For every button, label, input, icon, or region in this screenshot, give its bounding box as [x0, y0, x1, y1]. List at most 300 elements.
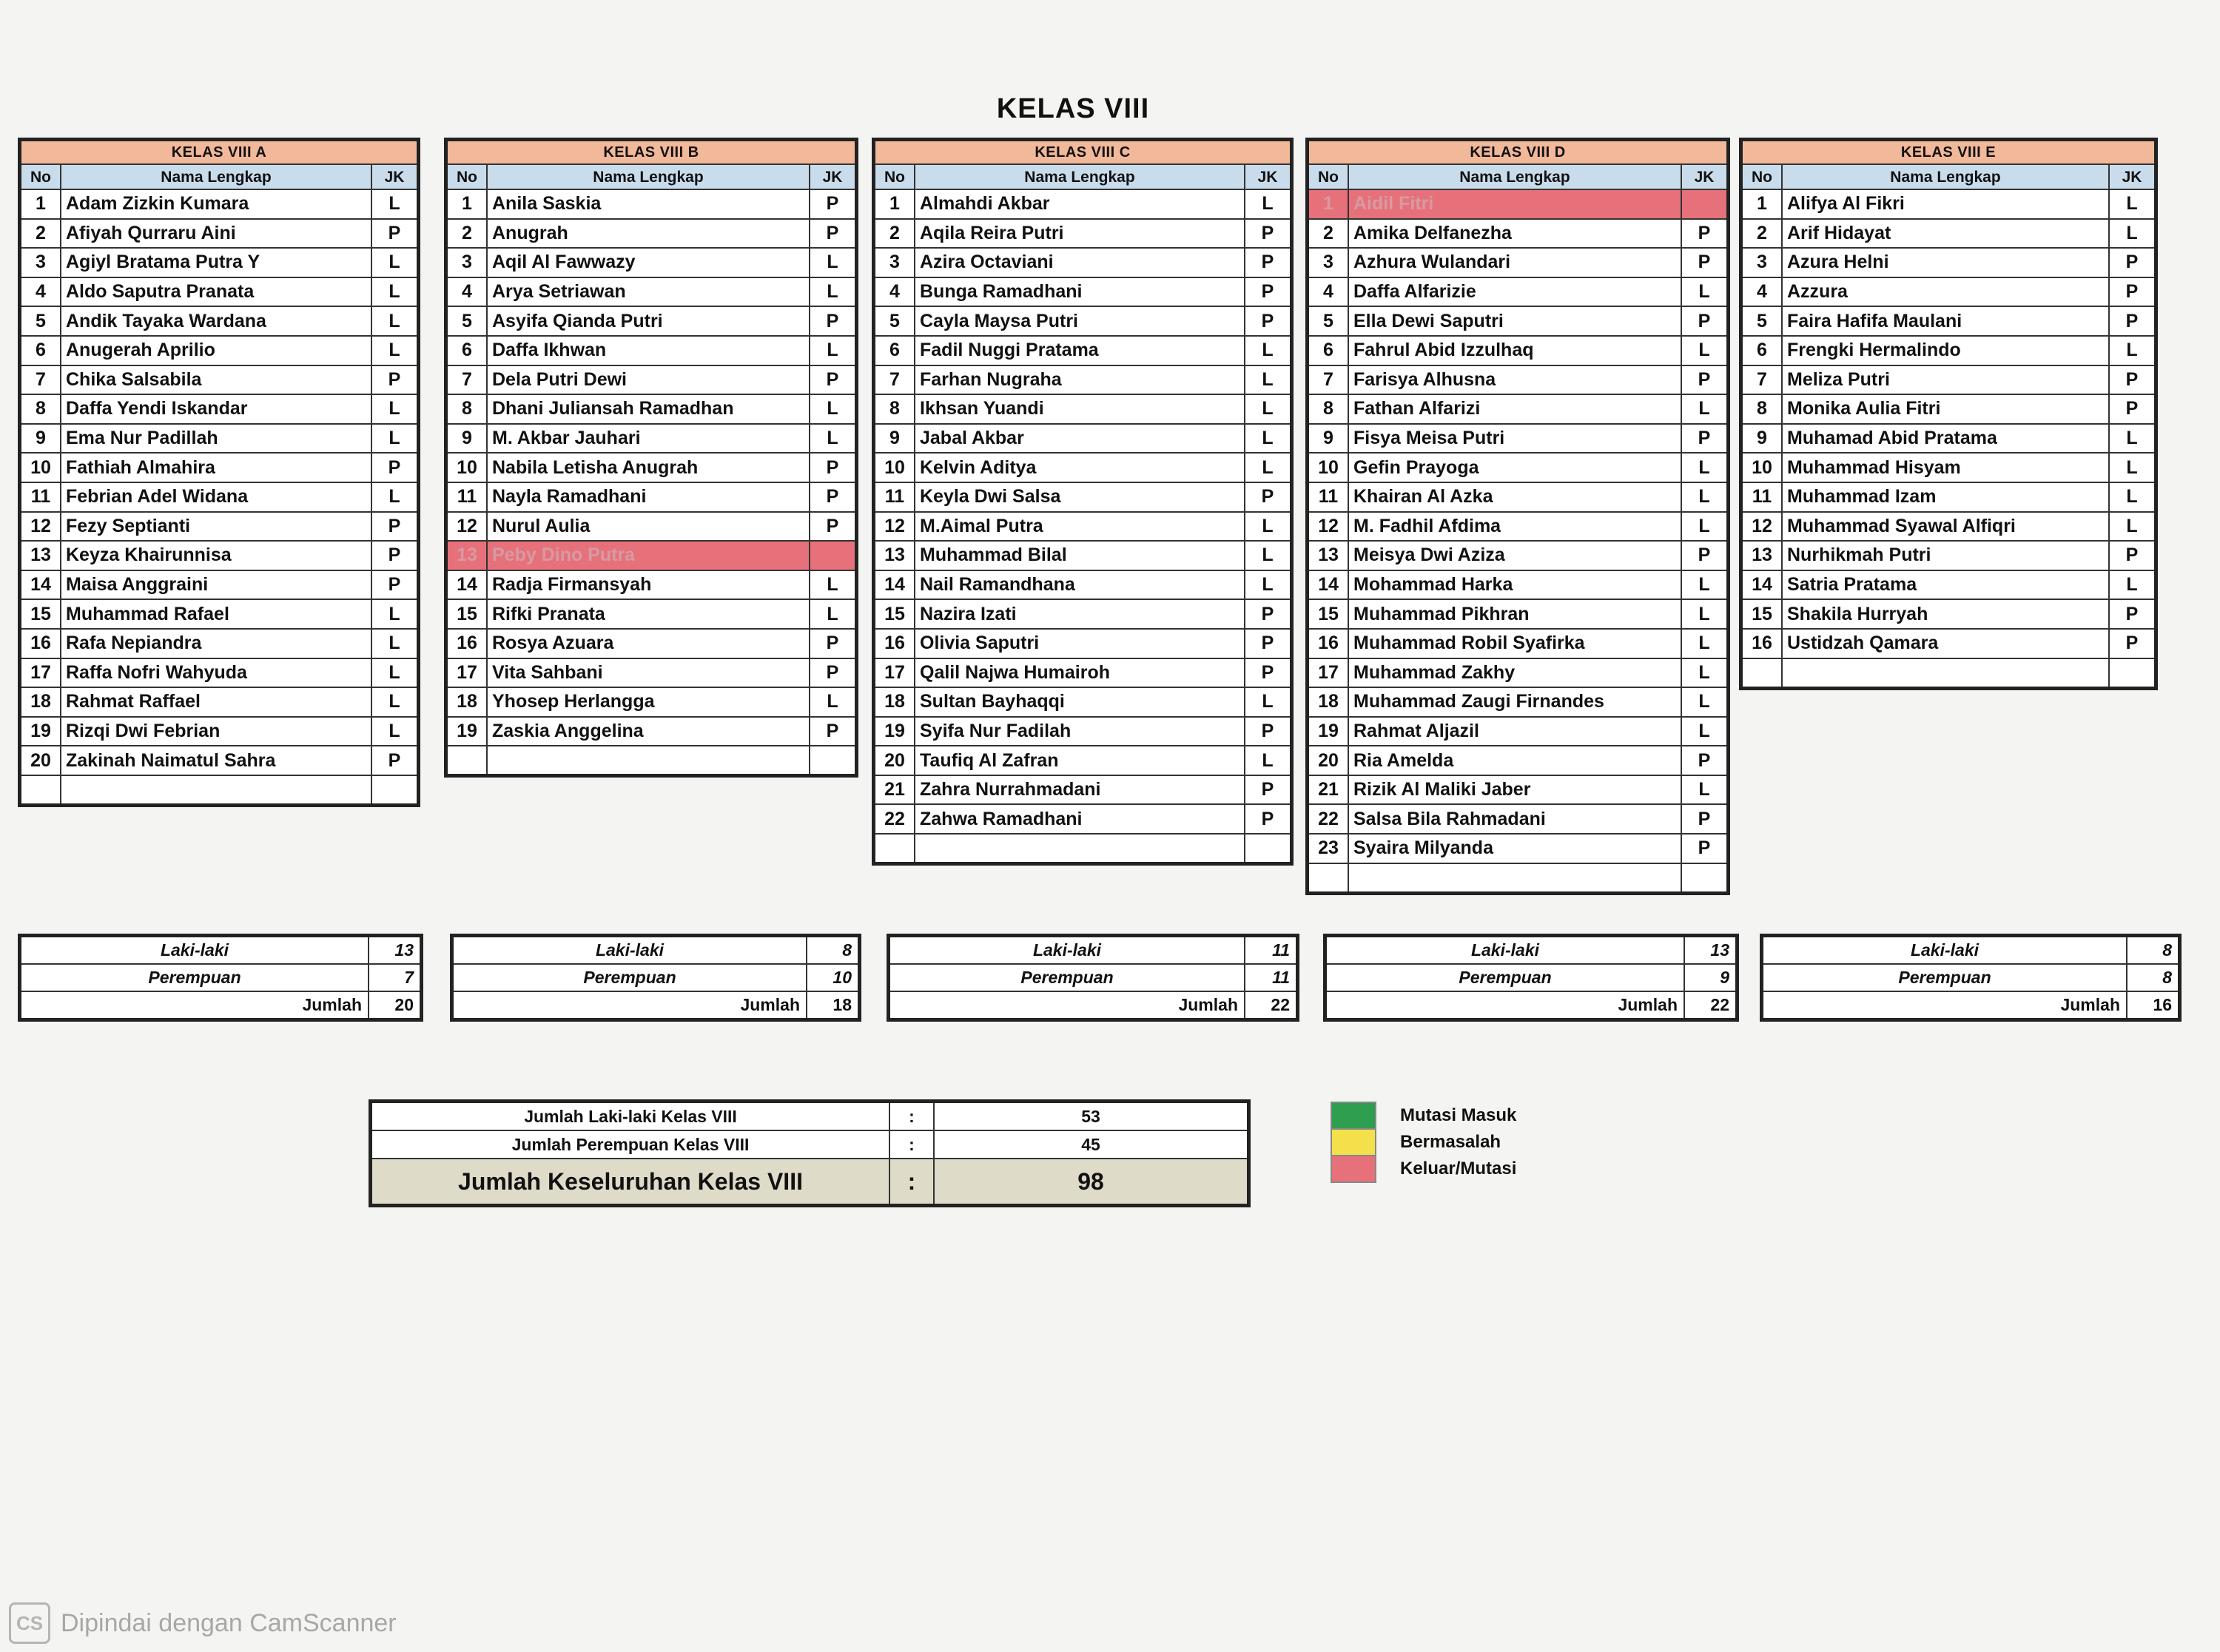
student-gender: P	[2109, 306, 2156, 336]
summary-perempuan-value: 7	[369, 964, 422, 991]
table-row	[1741, 248, 2156, 277]
student-no: 2	[446, 219, 488, 249]
student-no: 14	[874, 570, 915, 600]
student-no: 1	[874, 189, 915, 219]
student-name: Rosya Azuara	[487, 629, 810, 658]
student-gender: L	[810, 277, 857, 307]
table-row	[20, 248, 419, 277]
class-title: KELAS VIII E	[1741, 140, 2156, 165]
student-no: 11	[1741, 482, 1783, 512]
student-no: 21	[874, 775, 915, 805]
student-name: Fathiah Almahira	[61, 453, 371, 482]
student-name: Nayla Ramadhani	[487, 482, 810, 512]
student-gender: L	[1681, 629, 1729, 658]
student-name: Taufiq Al Zafran	[915, 746, 1245, 775]
student-no: 17	[20, 658, 61, 688]
table-row	[874, 570, 1292, 600]
table-row	[1308, 717, 1729, 746]
table-row	[20, 570, 419, 600]
student-no: 7	[446, 365, 488, 395]
student-name: Zakinah Naimatul Sahra	[61, 746, 371, 775]
legend-label: Mutasi Masuk	[1400, 1105, 1517, 1125]
table-row	[446, 189, 857, 219]
student-name: Zaskia Anggelina	[487, 717, 810, 746]
table-row	[446, 512, 857, 542]
total-laki-row	[371, 1102, 1249, 1131]
student-gender: L	[371, 336, 419, 365]
table-row	[20, 306, 419, 336]
class-summary-b	[450, 934, 861, 1022]
student-gender: L	[810, 394, 857, 424]
student-name: Fadil Nuggi Pratama	[915, 336, 1245, 365]
student-no: 5	[874, 306, 915, 336]
student-gender: L	[1681, 599, 1729, 629]
student-name: Ria Amelda	[1348, 746, 1681, 775]
table-row	[1741, 599, 2156, 629]
student-name: Keyza Khairunnisa	[61, 541, 371, 570]
table-row	[446, 629, 857, 658]
student-no: 3	[20, 248, 61, 277]
table-row	[1308, 629, 1729, 658]
empty-cell	[20, 775, 61, 806]
student-gender: P	[1681, 306, 1729, 336]
student-name: Nabila Letisha Anugrah	[487, 453, 810, 482]
student-no: 19	[446, 717, 488, 746]
student-no: 12	[1741, 512, 1783, 542]
student-gender: P	[2109, 541, 2156, 570]
student-name: Anugrah	[487, 219, 810, 249]
student-gender: L	[371, 599, 419, 629]
student-gender: L	[1681, 336, 1729, 365]
student-gender: L	[1245, 394, 1292, 424]
empty-cell	[810, 746, 857, 776]
student-gender: P	[810, 717, 857, 746]
table-row	[20, 687, 419, 717]
table-row	[874, 717, 1292, 746]
student-gender: P	[810, 365, 857, 395]
student-name: Almahdi Akbar	[915, 189, 1245, 219]
student-name: Muhammad Syawal Alfiqri	[1782, 512, 2109, 542]
camscanner-logo-icon: CS	[9, 1602, 50, 1644]
student-no: 6	[446, 336, 488, 365]
student-gender	[810, 541, 857, 570]
table-row	[1308, 219, 1729, 249]
student-name: Meliza Putri	[1782, 365, 2109, 395]
student-gender: P	[1681, 424, 1729, 454]
student-no: 7	[20, 365, 61, 395]
table-row	[20, 629, 419, 658]
student-no: 8	[1741, 394, 1783, 424]
student-gender: L	[810, 248, 857, 277]
student-no: 6	[874, 336, 915, 365]
student-gender: L	[2109, 189, 2156, 219]
student-no: 3	[874, 248, 915, 277]
student-no: 16	[874, 629, 915, 658]
student-gender: L	[1245, 453, 1292, 482]
summary-perempuan-label: Perempuan	[20, 964, 369, 991]
table-row	[874, 687, 1292, 717]
student-gender: L	[1245, 189, 1292, 219]
column-header-no: No	[1308, 164, 1349, 189]
student-gender: P	[1245, 306, 1292, 336]
student-name: Shakila Hurryah	[1782, 599, 2109, 629]
student-name: Fezy Septianti	[61, 512, 371, 542]
table-row	[446, 599, 857, 629]
student-gender: P	[1681, 834, 1729, 863]
summary-laki-label: Laki-laki	[889, 936, 1245, 965]
summary-perempuan-value: 8	[2127, 964, 2180, 991]
student-no: 12	[1308, 512, 1349, 542]
table-row	[874, 482, 1292, 512]
table-row	[1741, 306, 2156, 336]
table-row	[446, 424, 857, 454]
student-gender: P	[810, 658, 857, 688]
student-no: 14	[1308, 570, 1349, 600]
empty-row	[874, 834, 1292, 864]
student-gender: L	[371, 189, 419, 219]
table-row	[20, 658, 419, 688]
table-row	[1741, 189, 2156, 219]
empty-cell	[1308, 863, 1349, 894]
table-row	[1741, 512, 2156, 542]
student-no: 20	[874, 746, 915, 775]
table-row	[1308, 599, 1729, 629]
table-row	[1741, 219, 2156, 249]
table-row	[20, 424, 419, 454]
table-row	[446, 306, 857, 336]
student-no: 7	[1741, 365, 1783, 395]
student-gender: P	[1245, 804, 1292, 834]
student-no: 13	[874, 541, 915, 570]
student-no: 14	[20, 570, 61, 600]
student-gender: L	[810, 687, 857, 717]
summary-perempuan-value: 9	[1684, 964, 1738, 991]
summary-laki-label: Laki-laki	[1325, 936, 1685, 965]
student-gender: L	[2109, 570, 2156, 600]
table-row	[446, 394, 857, 424]
table-row	[1308, 687, 1729, 717]
student-no: 5	[1308, 306, 1349, 336]
column-header-name: Nama Lengkap	[1782, 164, 2109, 189]
student-no: 3	[1308, 248, 1349, 277]
colon: :	[889, 1130, 934, 1159]
student-gender: L	[2109, 512, 2156, 542]
table-row	[874, 394, 1292, 424]
student-no: 12	[446, 512, 488, 542]
student-no: 8	[20, 394, 61, 424]
student-gender: L	[1245, 570, 1292, 600]
table-row	[874, 277, 1292, 307]
table-row	[1308, 775, 1729, 805]
summary-laki-value: 13	[369, 936, 422, 965]
table-row	[874, 512, 1292, 542]
student-name: Olivia Saputri	[915, 629, 1245, 658]
student-gender: P	[1681, 219, 1729, 249]
student-no: 14	[446, 570, 488, 600]
student-name: Muhammad Hisyam	[1782, 453, 2109, 482]
student-name: Mohammad Harka	[1348, 570, 1681, 600]
student-no: 15	[1308, 599, 1349, 629]
student-no: 11	[874, 482, 915, 512]
summary-jumlah-label: Jumlah	[889, 991, 1245, 1020]
table-row	[1741, 277, 2156, 307]
student-no: 16	[1741, 629, 1783, 658]
table-row	[446, 541, 857, 570]
student-name: Muhammad Pikhran	[1348, 599, 1681, 629]
summary-perempuan-label: Perempuan	[1762, 964, 2128, 991]
table-row	[20, 365, 419, 395]
student-gender: L	[2109, 219, 2156, 249]
table-row	[20, 336, 419, 365]
class-summary-c	[887, 934, 1299, 1022]
student-gender: P	[2109, 629, 2156, 658]
table-row	[446, 277, 857, 307]
student-name: Muhammad Bilal	[915, 541, 1245, 570]
student-name: Asyifa Qianda Putri	[487, 306, 810, 336]
table-row	[1308, 482, 1729, 512]
empty-cell	[1782, 658, 2109, 689]
student-name: Azzura	[1782, 277, 2109, 307]
student-no: 7	[874, 365, 915, 395]
student-gender: L	[1245, 687, 1292, 717]
table-row	[446, 365, 857, 395]
student-no: 23	[1308, 834, 1349, 863]
student-no: 9	[20, 424, 61, 454]
student-name: Syifa Nur Fadilah	[915, 717, 1245, 746]
student-gender: L	[810, 599, 857, 629]
table-row	[20, 512, 419, 542]
student-name: M. Fadhil Afdima	[1348, 512, 1681, 542]
student-name: M.Aimal Putra	[915, 512, 1245, 542]
student-no: 16	[446, 629, 488, 658]
student-no: 15	[446, 599, 488, 629]
student-name: Salsa Bila Rahmadani	[1348, 804, 1681, 834]
student-gender: L	[1681, 453, 1729, 482]
total-perempuan-label: Jumlah Perempuan Kelas VIII	[371, 1130, 890, 1159]
student-gender: P	[1245, 658, 1292, 688]
student-name: Azhura Wulandari	[1348, 248, 1681, 277]
class-table-c	[872, 138, 1294, 866]
student-name: Aidil Fitri	[1348, 189, 1681, 219]
student-no: 6	[1741, 336, 1783, 365]
student-no: 1	[446, 189, 488, 219]
student-no: 5	[20, 306, 61, 336]
student-name: Muhammad Robil Syafirka	[1348, 629, 1681, 658]
class-summary-d	[1323, 934, 1739, 1022]
student-name: Radja Firmansyah	[487, 570, 810, 600]
column-header-no: No	[446, 164, 488, 189]
legend-label: Keluar/Mutasi	[1400, 1159, 1517, 1179]
student-no: 3	[446, 248, 488, 277]
class-title: KELAS VIII C	[874, 140, 1292, 165]
class-summary-e	[1760, 934, 2182, 1022]
table-row	[874, 804, 1292, 834]
table-row	[874, 424, 1292, 454]
student-gender: L	[1681, 512, 1729, 542]
student-gender: L	[2109, 453, 2156, 482]
table-row	[446, 658, 857, 688]
table-row	[446, 453, 857, 482]
column-header-name: Nama Lengkap	[1348, 164, 1681, 189]
column-header-jk: JK	[1681, 164, 1729, 189]
table-row	[874, 453, 1292, 482]
summary-jumlah-label: Jumlah	[1762, 991, 2128, 1020]
student-name: Sultan Bayhaqqi	[915, 687, 1245, 717]
table-row	[874, 746, 1292, 775]
summary-laki-label: Laki-laki	[1762, 936, 2128, 965]
student-no: 17	[874, 658, 915, 688]
table-row	[20, 746, 419, 775]
table-row	[874, 219, 1292, 249]
student-gender: P	[2109, 394, 2156, 424]
table-row	[1741, 365, 2156, 395]
table-row	[874, 599, 1292, 629]
student-name: Nail Ramandhana	[915, 570, 1245, 600]
student-gender: P	[1245, 599, 1292, 629]
student-no: 3	[1741, 248, 1783, 277]
student-name: Azira Octaviani	[915, 248, 1245, 277]
student-gender: L	[371, 687, 419, 717]
student-name: Ema Nur Padillah	[61, 424, 371, 454]
summary-laki-value: 13	[1684, 936, 1738, 965]
student-gender: L	[1681, 482, 1729, 512]
student-name: Arya Setriawan	[487, 277, 810, 307]
student-no: 10	[1741, 453, 1783, 482]
student-name: Satria Pratama	[1782, 570, 2109, 600]
student-name: Febrian Adel Widana	[61, 482, 371, 512]
student-gender: P	[371, 219, 419, 249]
student-gender: L	[1245, 746, 1292, 775]
student-no: 19	[1308, 717, 1349, 746]
summary-jumlah-label: Jumlah	[20, 991, 369, 1020]
total-all-value: 98	[934, 1159, 1249, 1206]
student-name: Fathan Alfarizi	[1348, 394, 1681, 424]
student-no: 2	[874, 219, 915, 249]
summary-jumlah-value: 22	[1684, 991, 1738, 1020]
class-title: KELAS VIII A	[20, 140, 419, 165]
table-row	[1308, 248, 1729, 277]
camscanner-watermark	[9, 1602, 397, 1644]
student-no: 18	[874, 687, 915, 717]
student-name: Muhammad Rafael	[61, 599, 371, 629]
student-name: Ikhsan Yuandi	[915, 394, 1245, 424]
student-gender: L	[1245, 512, 1292, 542]
student-gender: L	[371, 424, 419, 454]
summary-jumlah-value: 22	[1245, 991, 1298, 1020]
student-gender: L	[1245, 336, 1292, 365]
student-no: 18	[446, 687, 488, 717]
table-row	[446, 570, 857, 600]
student-no: 4	[20, 277, 61, 307]
student-gender: L	[1681, 775, 1729, 805]
student-no: 15	[874, 599, 915, 629]
student-gender: P	[1681, 541, 1729, 570]
student-gender: P	[1681, 248, 1729, 277]
student-name: Faira Hafifa Maulani	[1782, 306, 2109, 336]
student-name: Dhani Juliansah Ramadhan	[487, 394, 810, 424]
student-name: Vita Sahbani	[487, 658, 810, 688]
column-header-jk: JK	[1245, 164, 1292, 189]
student-gender: L	[810, 570, 857, 600]
student-gender: P	[371, 570, 419, 600]
table-row	[446, 336, 857, 365]
student-no: 11	[446, 482, 488, 512]
student-gender: P	[2109, 365, 2156, 395]
table-row	[20, 394, 419, 424]
class-title: KELAS VIII D	[1308, 140, 1729, 165]
student-name: Meisya Dwi Aziza	[1348, 541, 1681, 570]
student-gender: L	[810, 424, 857, 454]
student-no: 10	[1308, 453, 1349, 482]
table-row	[874, 658, 1292, 688]
table-row	[1308, 746, 1729, 775]
student-no: 13	[446, 541, 488, 570]
student-name: Muhammad Izam	[1782, 482, 2109, 512]
student-name: Monika Aulia Fitri	[1782, 394, 2109, 424]
table-row	[1308, 424, 1729, 454]
student-gender: L	[371, 629, 419, 658]
student-no: 17	[446, 658, 488, 688]
student-name: Aldo Saputra Pranata	[61, 277, 371, 307]
table-row	[20, 717, 419, 746]
table-row	[1308, 512, 1729, 542]
student-no: 8	[446, 394, 488, 424]
student-no: 14	[1741, 570, 1783, 600]
empty-cell	[371, 775, 419, 806]
student-name: Raffa Nofri Wahyuda	[61, 658, 371, 688]
colon: :	[889, 1159, 934, 1206]
page-title: KELAS VIII	[996, 93, 1150, 124]
student-no: 2	[1308, 219, 1349, 249]
student-name: Daffa Alfarizie	[1348, 277, 1681, 307]
student-gender: P	[2109, 248, 2156, 277]
summary-laki-value: 8	[807, 936, 860, 965]
student-no: 9	[874, 424, 915, 454]
student-gender: L	[1245, 365, 1292, 395]
class-table-a	[18, 138, 420, 807]
column-header-no: No	[1741, 164, 1783, 189]
student-name: Muhammad Zakhy	[1348, 658, 1681, 688]
student-no: 16	[1308, 629, 1349, 658]
student-no: 10	[874, 453, 915, 482]
column-header-name: Nama Lengkap	[915, 164, 1245, 189]
column-header-jk: JK	[2109, 164, 2156, 189]
empty-cell	[446, 746, 488, 776]
class-table-d	[1305, 138, 1730, 895]
student-no: 9	[1741, 424, 1783, 454]
student-no: 4	[446, 277, 488, 307]
student-name: Syaira Milyanda	[1348, 834, 1681, 863]
student-name: Daffa Ikhwan	[487, 336, 810, 365]
legend-swatch	[1331, 1155, 1376, 1183]
student-no: 4	[874, 277, 915, 307]
table-row	[20, 599, 419, 629]
student-no: 13	[1741, 541, 1783, 570]
student-no: 9	[1308, 424, 1349, 454]
student-gender: P	[810, 306, 857, 336]
student-no: 4	[1308, 277, 1349, 307]
table-row	[446, 687, 857, 717]
table-row	[1741, 453, 2156, 482]
table-row	[446, 482, 857, 512]
summary-perempuan-label: Perempuan	[1325, 964, 1685, 991]
student-gender: L	[1245, 541, 1292, 570]
student-name: Maisa Anggraini	[61, 570, 371, 600]
student-gender: P	[1245, 219, 1292, 249]
column-header-no: No	[874, 164, 915, 189]
student-no: 8	[874, 394, 915, 424]
student-no: 6	[1308, 336, 1349, 365]
